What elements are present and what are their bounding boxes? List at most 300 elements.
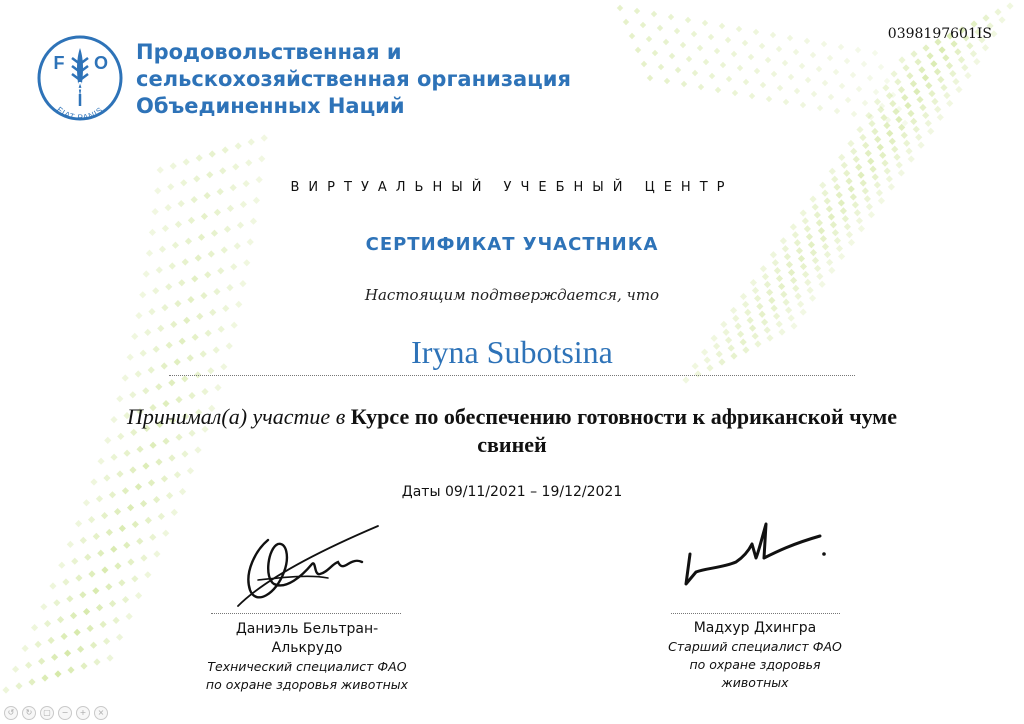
decoration-diamond — [703, 59, 709, 65]
close-icon[interactable]: × — [94, 706, 108, 720]
decoration-diamond — [135, 370, 142, 377]
decoration-diamond — [855, 47, 861, 53]
decoration-diamond — [77, 646, 84, 653]
decoration-diamond — [623, 19, 629, 25]
decoration-diamond — [811, 91, 817, 97]
decoration-diamond — [805, 77, 811, 83]
decoration-diamond — [759, 43, 765, 49]
decoration-diamond — [817, 105, 823, 111]
decoration-diamond — [152, 208, 159, 215]
decoration-diamond — [143, 270, 150, 277]
decoration-diamond — [927, 128, 934, 135]
decoration-diamond — [685, 17, 691, 23]
decoration-diamond — [720, 321, 727, 328]
decoration-diamond — [842, 215, 849, 222]
decoration-diamond — [243, 259, 250, 266]
decoration-diamond — [826, 205, 833, 212]
decoration-diamond — [871, 128, 878, 135]
decoration-diamond — [675, 67, 681, 73]
decoration-diamond — [116, 470, 123, 477]
decoration-diamond — [794, 88, 800, 94]
decoration-diamond — [905, 148, 912, 155]
decoration-diamond — [686, 56, 692, 62]
decoration-diamond — [814, 265, 821, 272]
decoration-diamond — [235, 142, 242, 149]
decoration-diamond — [898, 86, 905, 93]
decoration-diamond — [140, 500, 147, 507]
svg-text:F: F — [53, 53, 65, 73]
signatory-role-line: животных — [721, 675, 789, 690]
decoration-diamond — [669, 53, 675, 59]
decoration-diamond — [862, 100, 868, 106]
decoration-diamond — [135, 312, 142, 319]
decoration-diamond — [126, 613, 133, 620]
decoration-diamond — [829, 168, 836, 175]
decoration-diamond — [896, 161, 903, 168]
decoration-diamond — [938, 46, 945, 53]
decoration-diamond — [702, 20, 708, 26]
decoration-diamond — [136, 538, 143, 545]
viewer-toolbar — [4, 706, 108, 720]
decoration-diamond — [853, 156, 860, 163]
organization-name-line: Продовольственная и — [136, 40, 402, 64]
zoom-in-icon[interactable]: + — [76, 706, 90, 720]
decoration-diamond — [838, 44, 844, 50]
decoration-diamond — [51, 654, 58, 661]
decoration-diamond — [828, 267, 835, 274]
decoration-diamond — [140, 554, 147, 561]
decoration-diamond — [816, 219, 823, 226]
decoration-diamond — [646, 36, 652, 42]
decoration-diamond — [749, 93, 755, 99]
decoration-diamond — [828, 213, 835, 220]
decoration-diamond — [788, 74, 794, 80]
recipient-underline — [169, 375, 855, 376]
decoration-diamond — [867, 158, 874, 165]
decoration-diamond — [840, 207, 847, 214]
decoration-diamond — [88, 516, 95, 523]
decoration-diamond — [922, 44, 929, 51]
decoration-diamond — [828, 94, 834, 100]
decoration-diamond — [748, 54, 754, 60]
decoration-diamond — [70, 612, 77, 619]
decoration-diamond — [910, 118, 917, 125]
decoration-diamond — [61, 633, 68, 640]
decoration-diamond — [913, 126, 920, 133]
zoom-out-icon[interactable]: − — [58, 706, 72, 720]
decoration-diamond — [830, 221, 837, 228]
decoration-diamond — [245, 159, 252, 166]
decoration-diamond — [714, 48, 720, 54]
signatory-role-line: Технический специалист ФАО — [207, 659, 407, 674]
signatory-role-line: Старший специалист ФАО — [668, 639, 842, 654]
decoration-diamond — [786, 261, 793, 268]
decoration-diamond — [955, 86, 962, 93]
decoration-diamond — [770, 32, 776, 38]
decoration-diamond — [71, 558, 78, 565]
decoration-diamond — [777, 85, 783, 91]
decoration-diamond — [67, 541, 74, 548]
decoration-diamond — [982, 14, 989, 21]
decoration-diamond — [726, 76, 732, 82]
signature-line-right — [671, 613, 840, 614]
decoration-diamond — [973, 58, 980, 65]
decoration-diamond — [214, 384, 221, 391]
decoration-diamond — [742, 40, 748, 46]
decoration-diamond — [904, 102, 911, 109]
decoration-diamond — [57, 616, 64, 623]
decoration-diamond — [793, 49, 799, 55]
signature-right — [676, 514, 836, 594]
decoration-diamond — [122, 596, 129, 603]
decoration-diamond — [893, 154, 900, 161]
decoration-diamond — [919, 104, 926, 111]
course-statement — [120, 403, 904, 459]
decoration-diamond — [658, 64, 664, 70]
decoration-diamond — [149, 534, 156, 541]
signature-left — [228, 520, 388, 612]
decoration-diamond — [731, 51, 737, 57]
decoration-diamond — [224, 226, 231, 233]
decoration-diamond — [966, 42, 973, 49]
decoration-diamond — [719, 23, 725, 29]
decoration-diamond — [681, 81, 687, 87]
decoration-diamond — [697, 45, 703, 51]
decoration-diamond — [25, 662, 32, 669]
decoration-diamond — [92, 587, 99, 594]
decoration-diamond — [895, 116, 902, 123]
decoration-diamond — [890, 70, 897, 77]
decoration-diamond — [926, 52, 933, 59]
decoration-diamond — [657, 25, 663, 31]
decoration-diamond — [765, 57, 771, 63]
decoration-diamond — [187, 467, 194, 474]
signatory-name-line: Даниэль Бельтран- — [235, 621, 379, 637]
decoration-diamond — [161, 475, 168, 482]
fit-page-icon[interactable]: ▢ — [40, 706, 54, 720]
decoration-diamond — [105, 583, 112, 590]
confirmation-text: Настоящим подтверждается, что — [364, 286, 660, 304]
decoration-diamond — [865, 150, 872, 157]
decoration-diamond — [772, 259, 779, 266]
decoration-diamond — [917, 142, 924, 149]
decoration-diamond — [916, 96, 923, 103]
decoration-diamond — [884, 78, 890, 84]
decoration-diamond — [67, 666, 74, 673]
decoration-diamond — [165, 204, 172, 211]
decoration-diamond — [158, 513, 165, 520]
decoration-diamond — [652, 50, 658, 56]
decoration-diamond — [75, 574, 82, 581]
decoration-diamond — [790, 223, 797, 230]
decoration-diamond — [884, 167, 891, 174]
decoration-diamond — [142, 387, 149, 394]
decoration-diamond — [64, 650, 71, 657]
decoration-diamond — [857, 172, 864, 179]
decoration-diamond — [814, 211, 821, 218]
decoration-diamond — [845, 97, 851, 103]
decoration-diamond — [872, 50, 878, 56]
decoration-diamond — [127, 558, 134, 565]
decoration-diamond — [663, 39, 669, 45]
decoration-diamond — [760, 265, 767, 272]
decoration-diamond — [145, 517, 152, 524]
course-dates: Даты 09/11/2021 – 19/12/2021 — [401, 484, 623, 500]
decoration-diamond — [821, 41, 827, 47]
decoration-diamond — [725, 37, 731, 43]
decoration-diamond — [156, 266, 163, 273]
decoration-diamond — [998, 16, 1005, 23]
decoration-diamond — [943, 92, 950, 99]
decoration-diamond — [157, 166, 164, 173]
decoration-diamond — [800, 308, 807, 315]
decoration-diamond — [132, 521, 139, 528]
decoration-diamond — [131, 575, 138, 582]
decoration-diamond — [222, 305, 229, 312]
decoration-diamond — [753, 29, 759, 35]
decoration-diamond — [232, 163, 239, 170]
decoration-diamond — [816, 273, 823, 280]
decoration-diamond — [866, 203, 873, 210]
decoration-diamond — [201, 388, 208, 395]
decoration-diamond — [157, 325, 164, 332]
decoration-diamond — [155, 458, 162, 465]
decoration-diamond — [908, 155, 915, 162]
decoration-diamond — [664, 78, 670, 84]
decoration-diamond — [822, 80, 828, 86]
decoration-diamond — [851, 111, 857, 117]
decoration-diamond — [790, 277, 797, 284]
decoration-diamond — [196, 313, 203, 320]
decoration-diamond — [844, 58, 850, 64]
decoration-diamond — [206, 171, 213, 178]
decoration-diamond — [182, 258, 189, 265]
decoration-diamond — [127, 504, 134, 511]
certificate-title: СЕРТИФИКАТ УЧАСТНИКА — [365, 234, 659, 255]
decoration-diamond — [100, 621, 107, 628]
decoration-diamond — [861, 61, 867, 67]
decoration-diamond — [852, 201, 859, 208]
decoration-diamond — [891, 146, 898, 153]
decoration-diamond — [844, 223, 851, 230]
decoration-diamond — [261, 134, 268, 141]
decoration-diamond — [682, 376, 689, 383]
decoration-diamond — [708, 34, 714, 40]
decoration-diamond — [879, 152, 886, 159]
decoration-diamond — [183, 317, 190, 324]
decoration-diamond — [788, 314, 795, 321]
decoration-diamond — [907, 110, 914, 117]
decoration-diamond — [783, 99, 789, 105]
decoration-diamond — [922, 74, 929, 81]
decoration-diamond — [743, 79, 749, 85]
signatory-name-line: Алькрудо — [271, 640, 343, 656]
decoration-diamond — [231, 322, 238, 329]
decoration-diamond — [878, 197, 885, 204]
decoration-diamond — [191, 275, 198, 282]
decoration-diamond — [816, 66, 822, 72]
decoration-diamond — [894, 78, 901, 85]
decoration-diamond — [62, 578, 69, 585]
decoration-diamond — [101, 566, 108, 573]
decoration-diamond — [922, 112, 929, 119]
rotate-left-icon[interactable]: ↺ — [4, 706, 18, 720]
decoration-diamond — [83, 499, 90, 506]
decoration-diamond — [54, 670, 61, 677]
decoration-diamond — [946, 62, 953, 69]
decoration-diamond — [881, 160, 888, 167]
decoration-diamond — [647, 75, 653, 81]
decoration-diamond — [804, 225, 811, 232]
decoration-diamond — [862, 142, 869, 149]
signatory-role-line: по охране здоровья — [689, 657, 821, 672]
decoration-diamond — [237, 222, 244, 229]
decoration-diamond — [53, 599, 60, 606]
decoration-diamond — [113, 617, 120, 624]
decoration-diamond — [41, 674, 48, 681]
decoration-diamond — [188, 392, 195, 399]
decoration-diamond — [114, 508, 121, 515]
decoration-diamond — [841, 162, 848, 169]
decoration-diamond — [910, 50, 917, 57]
decoration-diamond — [253, 197, 260, 204]
decoration-diamond — [248, 138, 255, 145]
decoration-diamond — [800, 102, 806, 108]
decoration-diamond — [802, 217, 809, 224]
organization-name — [136, 39, 571, 120]
decoration-diamond — [674, 28, 680, 34]
decoration-diamond — [902, 64, 909, 71]
decoration-diamond — [204, 271, 211, 278]
decoration-diamond — [641, 61, 647, 67]
decoration-diamond — [873, 89, 879, 95]
decoration-diamond — [66, 595, 73, 602]
decoration-diamond — [798, 255, 805, 262]
decoration-diamond — [889, 100, 896, 107]
decoration-diamond — [170, 321, 177, 328]
decoration-diamond — [12, 666, 19, 673]
decoration-diamond — [103, 638, 110, 645]
decoration-diamond — [222, 146, 229, 153]
decoration-diamond — [80, 662, 87, 669]
decoration-diamond — [867, 75, 873, 81]
decoration-diamond — [22, 645, 29, 652]
decoration-diamond — [195, 254, 202, 261]
decoration-diamond — [110, 546, 117, 553]
decoration-diamond — [692, 70, 698, 76]
decoration-diamond — [937, 114, 944, 121]
decoration-diamond — [773, 313, 780, 320]
decoration-diamond — [15, 682, 22, 689]
decoration-diamond — [80, 537, 87, 544]
decoration-diamond — [730, 307, 737, 314]
decoration-diamond — [118, 579, 125, 586]
decoration-diamond — [38, 658, 45, 665]
decoration-diamond — [874, 98, 881, 105]
decoration-diamond — [744, 309, 751, 316]
decoration-diamond — [826, 259, 833, 266]
decoration-diamond — [754, 68, 760, 74]
decoration-diamond — [668, 14, 674, 20]
decoration-diamond — [771, 305, 778, 312]
course-name: Курсе по обеспечению готовности к африканской чуме свиней — [350, 404, 898, 457]
decoration-diamond — [218, 326, 225, 333]
decoration-diamond — [720, 62, 726, 68]
decoration-diamond — [104, 437, 111, 444]
decoration-diamond — [162, 530, 169, 537]
decoration-diamond — [640, 22, 646, 28]
decoration-diamond — [946, 100, 953, 107]
decoration-diamond — [109, 600, 116, 607]
decoration-diamond — [44, 620, 51, 627]
decoration-diamond — [812, 203, 819, 210]
svg-text:FIAT PANIS: FIAT PANIS — [54, 105, 106, 122]
decoration-diamond — [854, 209, 861, 216]
decoration-diamond — [874, 136, 881, 143]
decoration-diamond — [93, 533, 100, 540]
decoration-diamond — [749, 325, 756, 332]
decoration-diamond — [903, 140, 910, 147]
decoration-diamond — [886, 130, 893, 137]
decoration-diamond — [219, 167, 226, 174]
decoration-diamond — [116, 395, 123, 402]
decoration-diamond — [196, 154, 203, 161]
decoration-diamond — [40, 603, 47, 610]
svg-text:A: A — [74, 79, 86, 96]
decoration-diamond — [144, 571, 151, 578]
decoration-diamond — [732, 315, 739, 322]
decoration-diamond — [910, 80, 917, 87]
decoration-diamond — [74, 629, 81, 636]
decoration-diamond — [877, 144, 884, 151]
decoration-diamond — [882, 84, 889, 91]
decoration-diamond — [250, 218, 257, 225]
decoration-diamond — [191, 196, 198, 203]
decoration-diamond — [838, 154, 845, 161]
decoration-diamond — [680, 42, 686, 48]
decoration-diamond — [110, 416, 117, 423]
decoration-diamond — [787, 35, 793, 41]
decoration-diamond — [970, 50, 977, 57]
decoration-diamond — [838, 199, 845, 206]
decoration-diamond — [782, 60, 788, 66]
decoration-diamond — [834, 108, 840, 114]
decoration-diamond — [898, 56, 905, 63]
decoration-diamond — [961, 64, 968, 71]
decoration-diamond — [201, 213, 208, 220]
decoration-diamond — [809, 196, 816, 203]
decoration-diamond — [97, 458, 104, 465]
decoration-diamond — [928, 90, 935, 97]
decoration-diamond — [833, 69, 839, 75]
decoration-diamond — [868, 120, 875, 127]
decoration-diamond — [97, 550, 104, 557]
decoration-diamond — [188, 217, 195, 224]
decoration-diamond — [747, 317, 754, 324]
decoration-diamond — [28, 678, 35, 685]
decoration-diamond — [776, 320, 783, 327]
decoration-diamond — [617, 5, 623, 11]
participation-prefix: Принимал(а) участие в — [126, 404, 346, 429]
decoration-diamond — [859, 134, 866, 141]
decoration-diamond — [732, 90, 738, 96]
decoration-diamond — [799, 63, 805, 69]
decoration-diamond — [858, 225, 865, 232]
decoration-diamond — [776, 46, 782, 52]
rotate-right-icon[interactable]: ↻ — [22, 706, 36, 720]
decoration-diamond — [114, 562, 121, 569]
decoration-diamond — [155, 383, 162, 390]
